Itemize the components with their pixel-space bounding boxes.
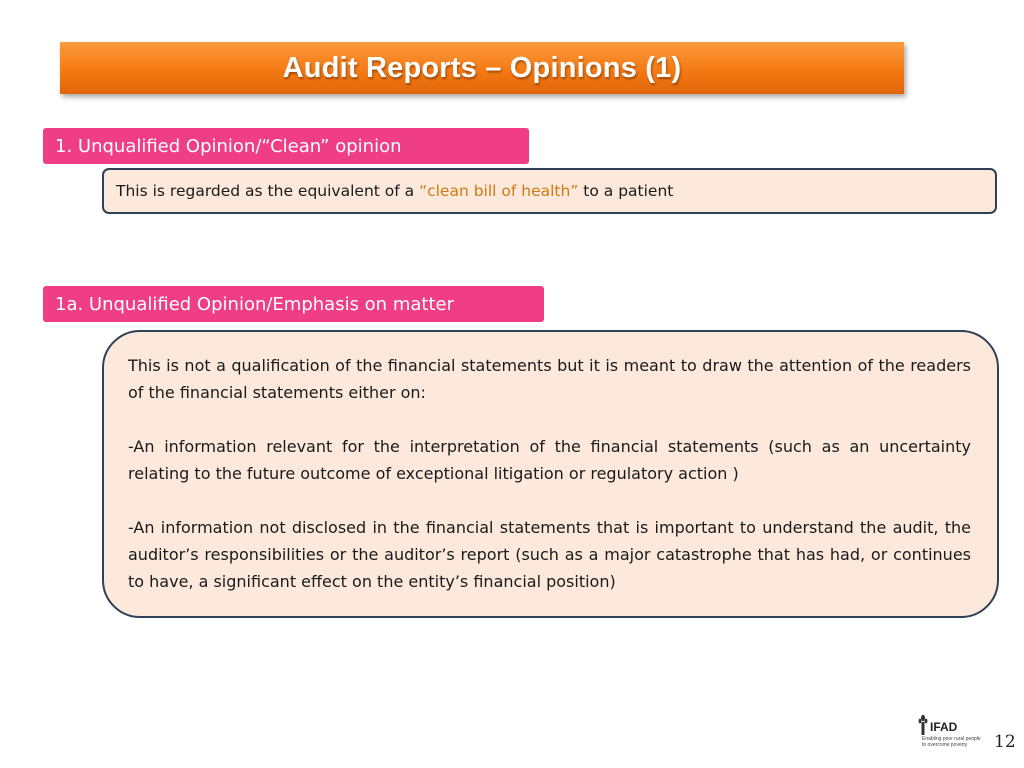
section-1-content-box — [102, 168, 997, 214]
ifad-logo-name: IFAD — [930, 720, 958, 734]
ifad-logo — [918, 714, 984, 754]
section-1a-paragraph-not-disclosed: -An information not disclosed in the financial statements that is important to understand the audit, the auditor’s responsibilities or the auditor’s report (such as a major catastrophe that has had, or continues to have, a significant effect on the entity’s financial position) — [128, 518, 971, 591]
section-1-text — [116, 182, 673, 200]
section-1a-paragraph-relevant: -An information relevant for the interpretation of the financial statements (such as an uncertainty relating to the future outcome of exceptional litigation or regulatory action ) — [128, 437, 971, 483]
section-1a-content-box — [102, 330, 999, 618]
slide-title: Audit Reports – Opinions (1) — [282, 51, 682, 84]
title-bar — [60, 42, 904, 94]
section-1-highlight: “clean bill of health” — [419, 182, 579, 200]
section-1-text-after: to a patient — [578, 182, 674, 200]
page-number: 12 — [994, 732, 1016, 752]
section-1-label: 1. Unqualified Opinion/“Clean” opinion — [43, 128, 529, 164]
ifad-logo-icon — [918, 714, 928, 736]
section-1a-paragraph-intro: This is not a qualification of the financial statements but it is meant to draw the attention of the readers of the financial statements either on: — [128, 356, 971, 402]
section-1a-label: 1a. Unqualified Opinion/Emphasis on matter — [43, 286, 544, 322]
section-1-text-before: This is regarded as the equivalent of a — [116, 182, 420, 200]
ifad-logo-tagline: Enabling poor rural people to overcome poverty — [922, 736, 981, 748]
